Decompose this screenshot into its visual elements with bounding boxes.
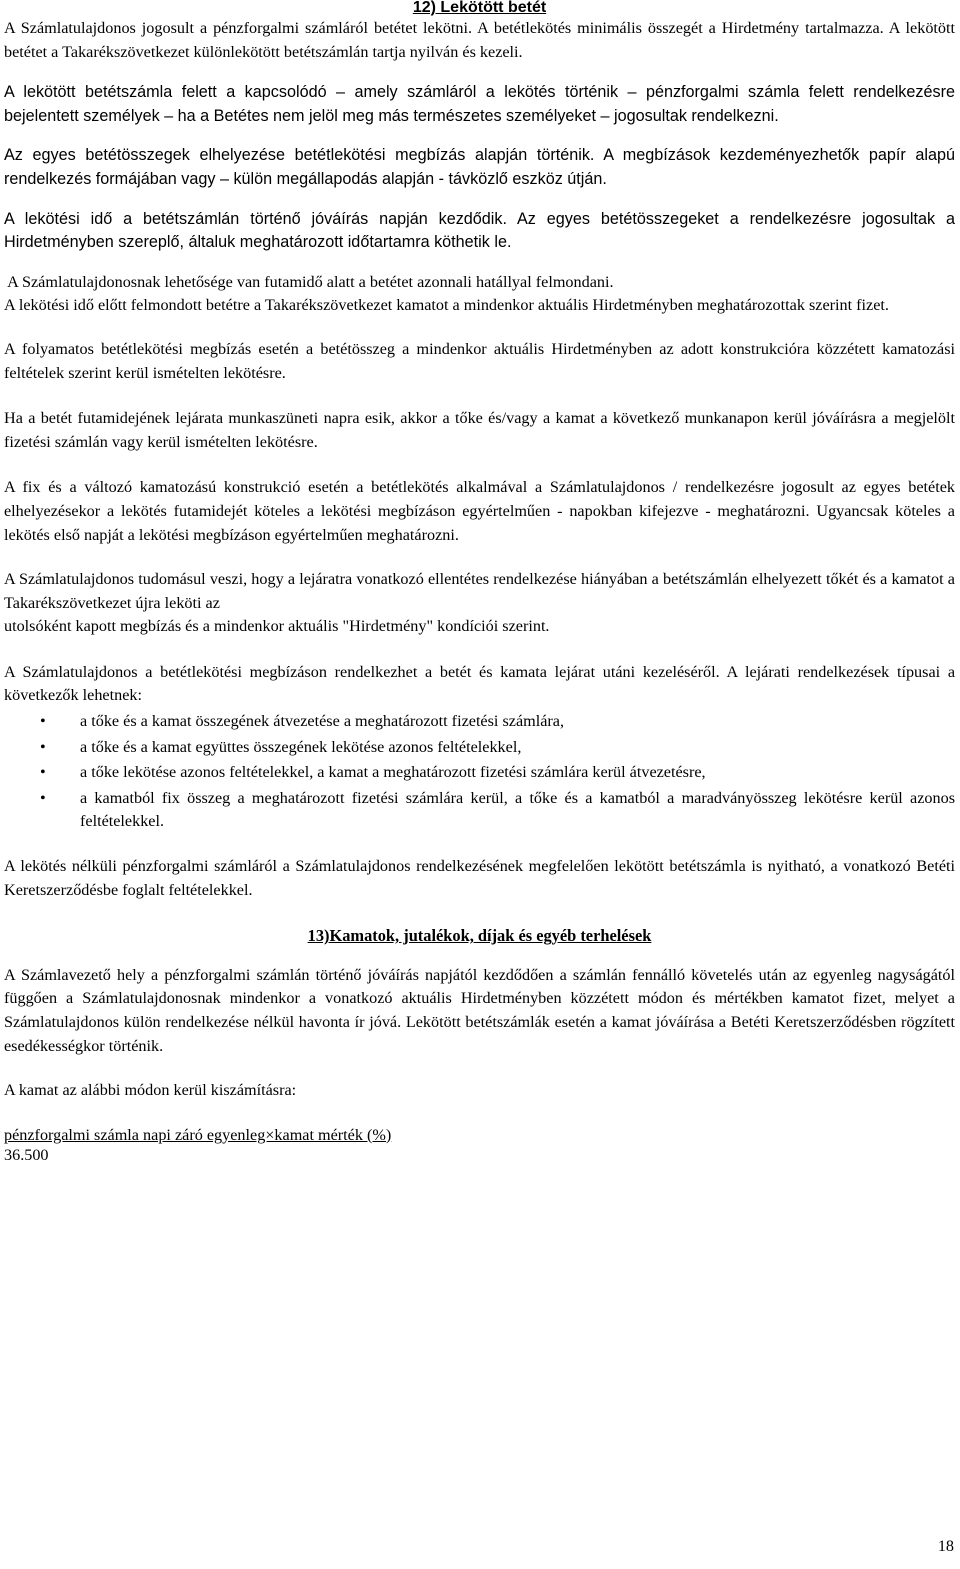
section-12-paragraph-2: A lekötött betétszámla felett a kapcsolódó – amely számláról a lekötés történik – pénzforgalmi számla felett rendelkezésre bejelentett személyek – ha a Betétes nem jelöl meg más természetes személyeket – jogosultak rendelkezni. <box>4 83 955 125</box>
section-12-paragraph-3: Az egyes betétösszegek elhelyezése betétlekötési megbízás alapján történik. A megbízások kezdeményezhetők papír alapú rendelkezés formájában vagy – külön megállapodás alapján - távközlő eszköz útján. <box>4 146 955 188</box>
list-item-text: a tőke és a kamat együttes összegének lekötése azonos feltételekkel, <box>80 737 522 756</box>
formula-numerator-text: pénzforgalmi számla napi záró egyenleg×kamat mérték (%) <box>4 1125 392 1144</box>
document-page <box>4 0 955 1168</box>
section-12-paragraph-6: A lekötési idő előtt felmondott betétre a Takarékszövetkezet kamatot a mindenkor aktuális Hirdetményben meghatározottak szerint fizet. <box>4 296 889 315</box>
section-12-paragraph-8: Ha a betét futamidejének lejárata munkaszüneti napra esik, akkor a tőke és/vagy a kamat a következő munkanapon kerül jóváírásra a megjelölt fizetési számlán vagy kerül ismételten lekötésre. <box>4 409 955 451</box>
page-number: 18 <box>937 1537 954 1555</box>
section-12-paragraph-4: A lekötési idő a betétszámlán történő jóváírás napján kezdődik. Az egyes betétösszegeket a rendelkezésre jogosultak a Hirdetményben szereplő, általuk meghatározott időtartamra köthetik le. <box>4 209 955 252</box>
list-item-text: a kamatból fix összeg a meghatározott fizetési számlára kerül, a tőke és a kamatból a maradványösszeg lekötésre kerül azonos feltételekkel. <box>80 788 955 831</box>
bullet-icon: • <box>40 712 46 731</box>
section-12-paragraph-12: A lekötés nélküli pénzforgalmi számláról a Számlatulajdonos rendelkezésének megfelelően lekötött betétszámla is nyitható, a vonatkozó Betéti Keretszerződésbe foglalt feltételekkel. <box>4 857 955 899</box>
list-item <box>4 710 955 734</box>
bullet-icon: • <box>40 737 46 756</box>
section-12-paragraph-11: A Számlatulajdonos a betétlekötési megbízáson rendelkezhet a betét és kamata lejárat utáni kezeléséről. A lejárati rendelkezések típusai a következők lehetnek: <box>4 662 955 705</box>
maturity-options-list <box>4 710 955 834</box>
list-item <box>4 787 955 834</box>
section-12-paragraph-9: A fix és a változó kamatozású konstrukció esetén a betétlekötés alkalmával a Számlatulajdonos / rendelkezésre jogosult az egyes betétek elhelyezésekor a lekötés futamidejét köteles a lekötési megbízáson egyértelműen - napokban kifejezve - meghatározni. Ugyancsak köteles a lekötés első napját a lekötési megbízáson egyértelműen meghatározni. <box>4 478 955 544</box>
section-13-paragraph-2: A kamat az alábbi módon kerül kiszámításra: <box>4 1081 297 1100</box>
bullet-icon: • <box>40 763 46 782</box>
list-item <box>4 736 955 760</box>
section-12-paragraph-7: A folyamatos betétlekötési megbízás esetén a betétösszeg a mindenkor aktuális Hirdetményben az adott konstrukcióra közzétett kamatozási feltételek szerint kerül ismételten lekötésre. <box>4 339 955 382</box>
section-12-title: 12) Lekötött betét <box>412 0 547 16</box>
section-12-paragraph-5: A Számlatulajdonosnak lehetősége van futamidő alatt a betétet azonnali hatállyal felmondani. <box>4 272 614 291</box>
section-12-paragraph-10b: utolsóként kapott megbízás és a mindenkor aktuális "Hirdetmény" kondíciói szerint. <box>4 617 550 636</box>
interest-formula-denominator: 36.500 <box>4 1146 49 1165</box>
section-12-paragraph-10a: A Számlatulajdonos tudomásul veszi, hogy a lejáratra vonatkozó ellentétes rendelkezése hiányában a betétszámlán elhelyezett tőkét és a kamatot a Takarékszövetkezet újra leköti az <box>4 570 955 612</box>
section-13-title: 13)Kamatok, jutalékok, díjak és egyéb terhelések <box>307 926 652 946</box>
section-13-paragraph-1: A Számlavezető hely a pénzforgalmi számlán történő jóváírás napjától kezdődően a számlán fennálló követelés után az egyenleg nagyságától függően a Számlatulajdonosnak mindenkor a vonatkozó aktuális Hirdetményben közzétett módon és mértékben kamatot fizet, melyet a Számlatulajdonos külön rendelkezése nélkül havonta ír jóvá. Lekötött betétszámlák esetén a kamat jóváírása a Betéti Keretszerződésben rögzített esedékességkor történik. <box>4 965 955 1055</box>
list-item-text: a tőke lekötése azonos feltételekkel, a kamat a meghatározott fizetési számlára kerül átvezetésre, <box>80 763 706 782</box>
section-12-paragraph-1: A Számlatulajdonos jogosult a pénzforgalmi számláról betétet lekötni. A betétlekötés minimális összegét a Hirdetmény tartalmazza. A lekötött betétet a Takarékszövetkezet különlekötött betétszámlán tartja nyilván és kezeli. <box>4 19 955 61</box>
list-item <box>4 761 955 785</box>
bullet-icon: • <box>40 788 46 807</box>
list-item-text: a tőke és a kamat összegének átvezetése a meghatározott fizetési számlára, <box>80 712 565 731</box>
